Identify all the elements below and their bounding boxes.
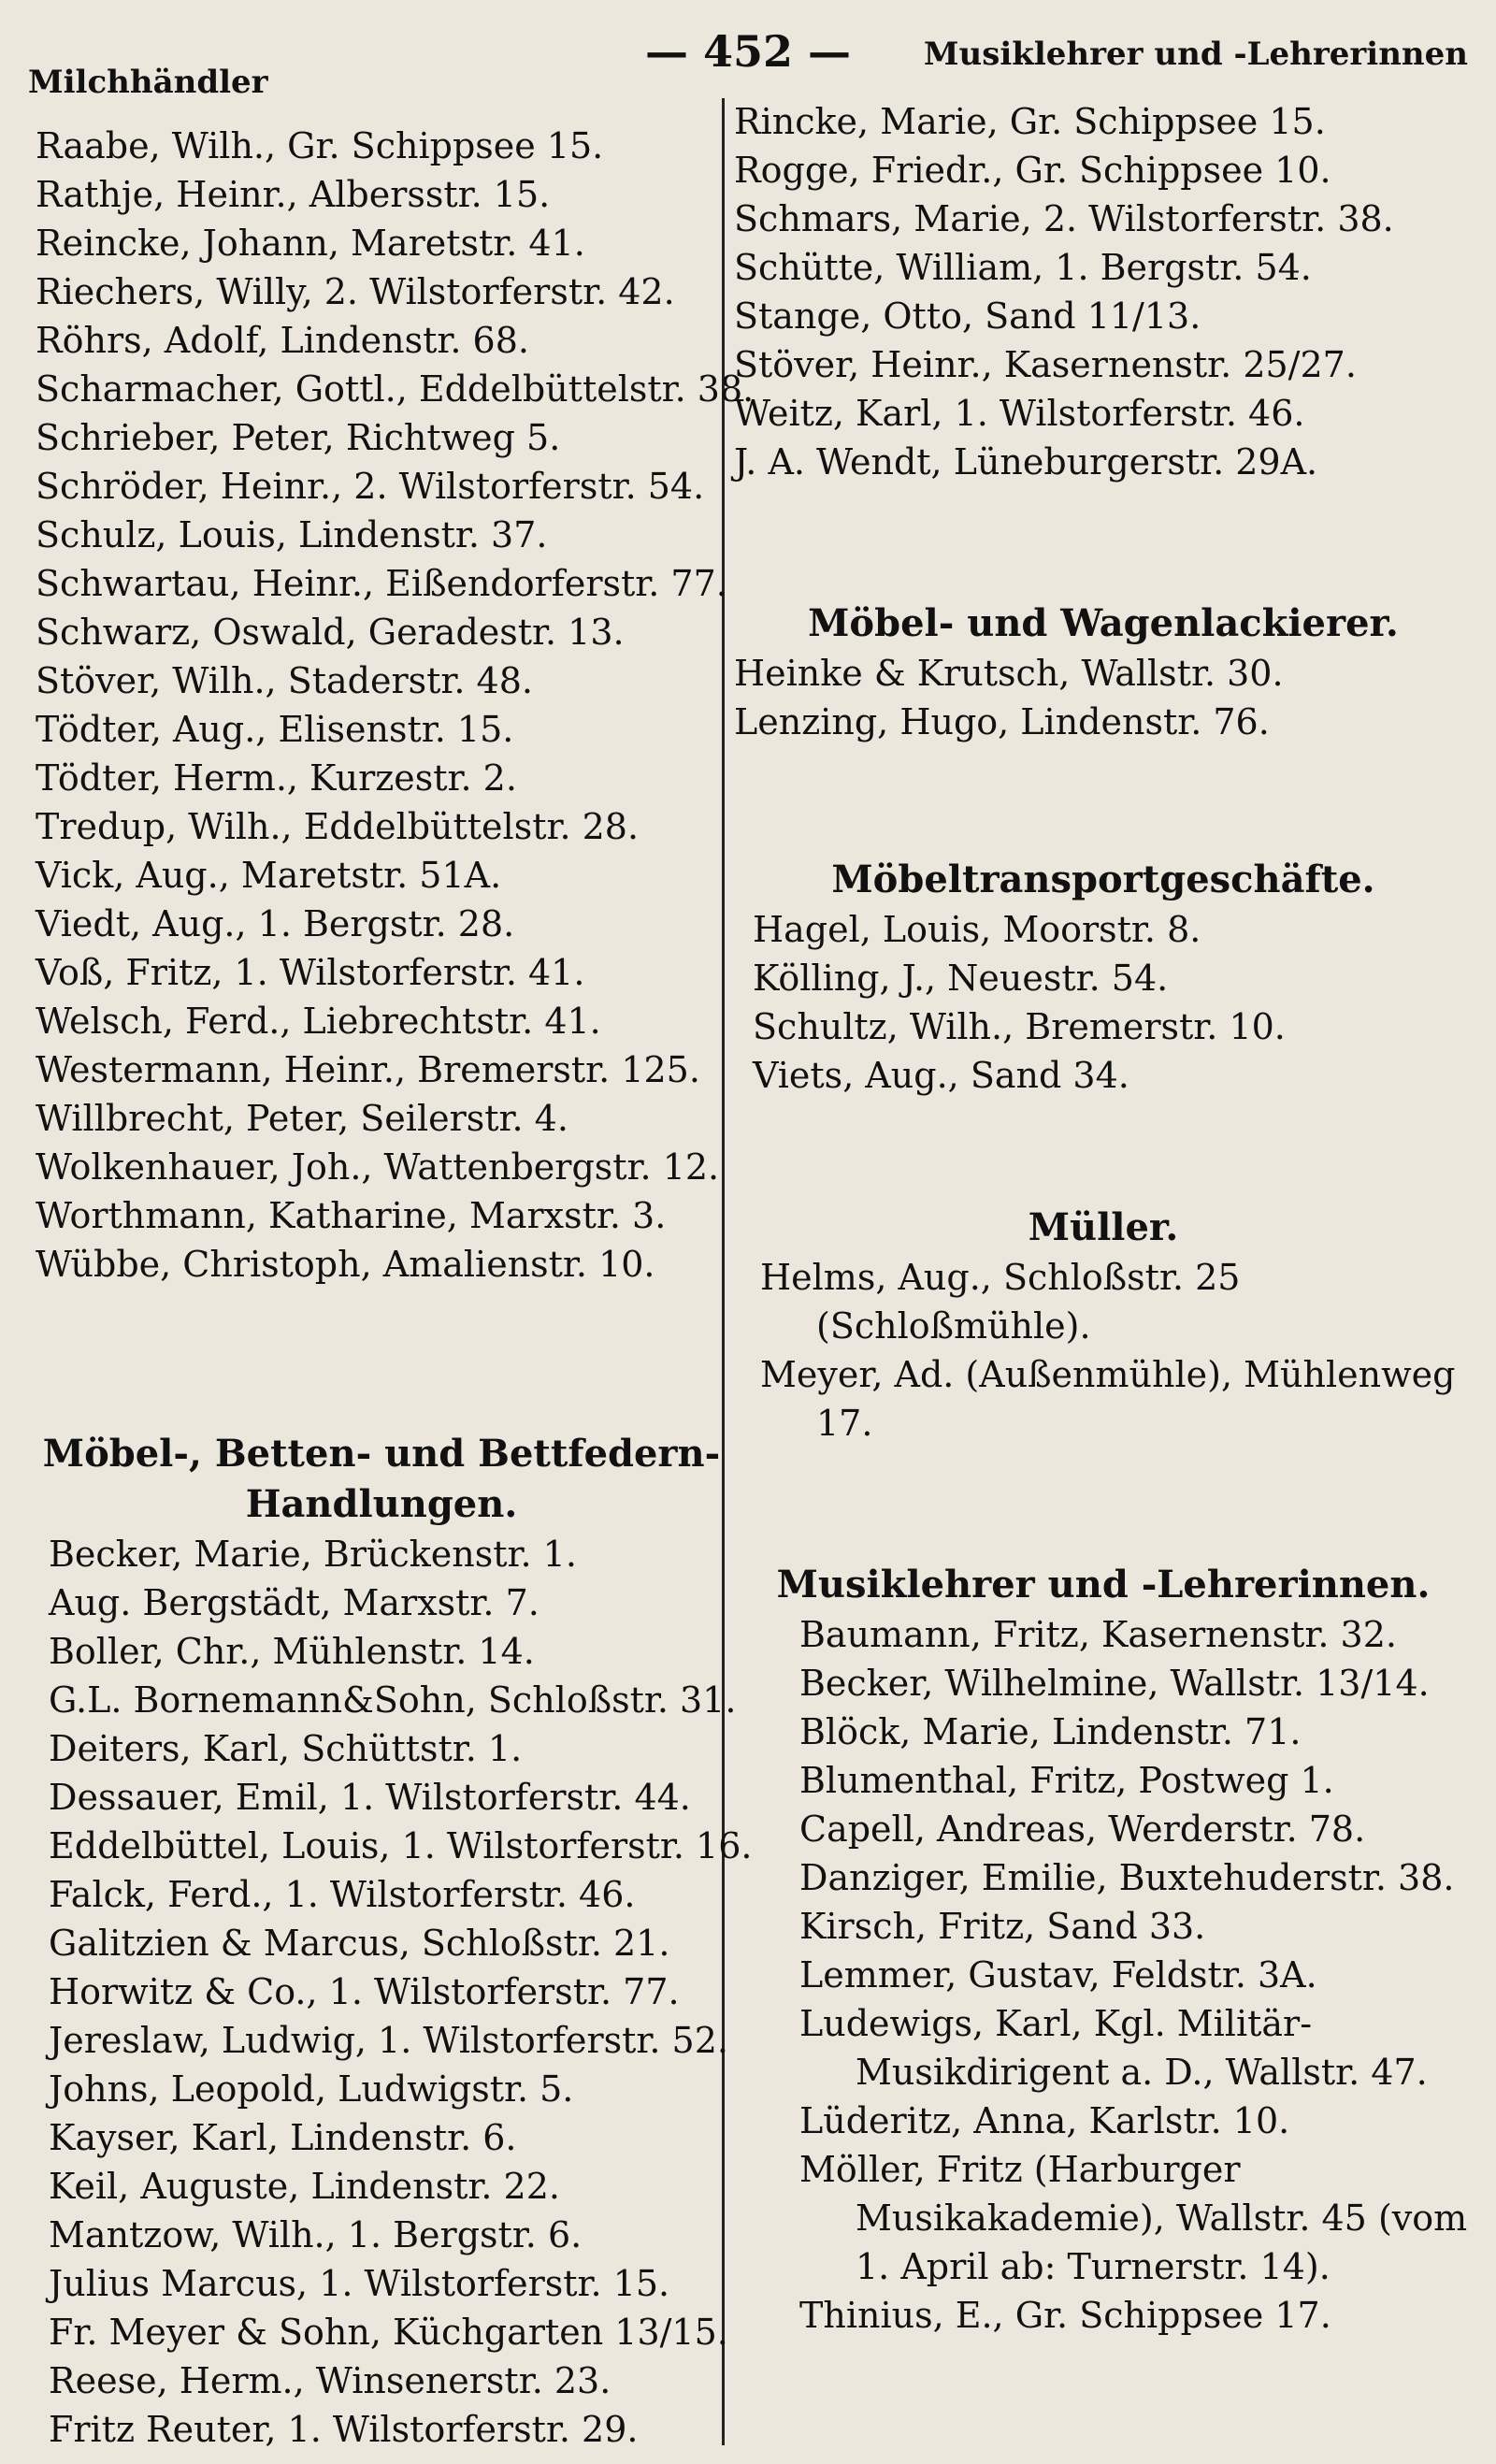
section-heading-transport: Möbeltransportgeschäfte. xyxy=(831,857,1375,901)
list-item: Kölling, J., Neuestr. 54. xyxy=(753,958,1169,999)
list-item: Galitzien & Marcus, Schloßstr. 21. xyxy=(49,1923,670,1964)
mueller-list xyxy=(734,1253,1473,1448)
list-item: Lenzing, Hugo, Lindenstr. 76. xyxy=(734,701,1270,742)
list-item: Tödter, Herm., Kurzestr. 2. xyxy=(36,757,517,799)
list-item: Schröder, Heinr., 2. Wilstorferstr. 54. xyxy=(36,466,705,507)
list-item: Viedt, Aug., 1. Bergstr. 28. xyxy=(36,903,515,944)
list-item: Ludewigs, Karl, Kgl. Militär-Musikdirigent a. D., Wallstr. 47. xyxy=(799,2003,1428,2093)
list-item: Kayser, Karl, Lindenstr. 6. xyxy=(49,2117,517,2158)
list-item: Viets, Aug., Sand 34. xyxy=(753,1055,1129,1096)
list-item: Willbrecht, Peter, Seilerstr. 4. xyxy=(36,1098,568,1139)
list-item: Hagel, Louis, Moorstr. 8. xyxy=(753,909,1201,950)
list-item: Horwitz & Co., 1. Wilstorferstr. 77. xyxy=(49,1971,680,2012)
list-item: G.L. Bornemann&Sohn, Schloßstr. 31. xyxy=(49,1679,737,1721)
list-item: Kirsch, Fritz, Sand 33. xyxy=(799,1906,1206,1947)
spacer xyxy=(734,486,1473,598)
list-item: Deiters, Karl, Schüttstr. 1. xyxy=(49,1728,523,1769)
milchhaendler-list xyxy=(36,122,755,1289)
section-heading-moebel: Möbel-, Betten- und Bettfedern- xyxy=(42,1432,721,1476)
left-column xyxy=(36,122,755,2454)
list-item: Wübbe, Christoph, Amalienstr. 10. xyxy=(36,1244,655,1285)
list-item: Vick, Aug., Maretstr. 51A. xyxy=(36,855,502,896)
list-item: Danziger, Emilie, Buxtehuderstr. 38. xyxy=(799,1857,1455,1898)
list-item: Becker, Marie, Brückenstr. 1. xyxy=(49,1534,577,1575)
list-item: Westermann, Heinr., Bremerstr. 125. xyxy=(36,1049,700,1090)
list-item: Julius Marcus, 1. Wilstorferstr. 15. xyxy=(49,2263,670,2304)
page-header xyxy=(28,26,1468,101)
list-item: Wolkenhauer, Joh., Wattenbergstr. 12. xyxy=(36,1146,720,1188)
list-item: Voß, Fritz, 1. Wilstorferstr. 41. xyxy=(36,952,585,993)
list-item: Worthmann, Katharine, Marxstr. 3. xyxy=(36,1195,667,1236)
list-item: Falck, Ferd., 1. Wilstorferstr. 46. xyxy=(49,1874,636,1915)
page-number: — 452 — xyxy=(644,26,852,77)
spacer xyxy=(36,1289,727,1429)
list-item: Blumenthal, Fritz, Postweg 1. xyxy=(799,1760,1334,1801)
milchhaendler-continued-list xyxy=(734,97,1473,486)
list-item: Welsch, Ferd., Liebrechtstr. 41. xyxy=(36,1001,601,1042)
list-item: J. A. Wendt, Lüneburgerstr. 29A. xyxy=(734,441,1318,483)
spacer xyxy=(734,746,1473,855)
list-item: Röhrs, Adolf, Lindenstr. 68. xyxy=(36,320,529,361)
list-item: Stöver, Wilh., Staderstr. 48. xyxy=(36,660,533,701)
list-item: Meyer, Ad. (Außenmühle), Mühlenweg 17. xyxy=(760,1354,1456,1444)
section-heading-lackierer: Möbel- und Wagenlackierer. xyxy=(808,601,1399,645)
list-item: Möller, Fritz (Harburger Musikakademie), Wallstr. 45 (vom 1. April ab: Turnerstr. 14). xyxy=(799,2149,1468,2287)
list-item: Raabe, Wilh., Gr. Schippsee 15. xyxy=(36,125,604,166)
list-item: Schütte, William, 1. Bergstr. 54. xyxy=(734,247,1312,288)
list-item: Riechers, Willy, 2. Wilstorferstr. 42. xyxy=(36,271,675,312)
list-item: Rogge, Friedr., Gr. Schippsee 10. xyxy=(734,150,1331,191)
right-column xyxy=(734,97,1473,2340)
section-heading-musiklehrer: Musiklehrer und -Lehrerinnen. xyxy=(776,1563,1431,1607)
lackierer-list xyxy=(734,649,1473,746)
list-item: Rathje, Heinr., Albersstr. 15. xyxy=(36,174,551,215)
list-item: Boller, Chr., Mühlenstr. 14. xyxy=(49,1631,535,1672)
list-item: Fritz Reuter, 1. Wilstorferstr. 29. xyxy=(49,2409,639,2450)
list-item: Tredup, Wilh., Eddelbüttelstr. 28. xyxy=(36,806,640,847)
spacer xyxy=(734,1100,1473,1203)
list-item: Stange, Otto, Sand 11/13. xyxy=(734,295,1201,337)
list-item: Scharmacher, Gottl., Eddelbüttelstr. 38. xyxy=(36,368,755,410)
list-item: Johns, Leopold, Ludwigstr. 5. xyxy=(49,2068,574,2110)
list-item: Capell, Andreas, Werderstr. 78. xyxy=(799,1808,1366,1850)
section-heading-mueller: Müller. xyxy=(1028,1205,1179,1249)
list-item: Lemmer, Gustav, Feldstr. 3A. xyxy=(799,1954,1317,1996)
list-item: Baumann, Fritz, Kasernenstr. 32. xyxy=(799,1614,1397,1655)
musiklehrer-list xyxy=(734,1610,1473,2340)
list-item: Stöver, Heinr., Kasernenstr. 25/27. xyxy=(734,344,1357,385)
list-item: Thinius, E., Gr. Schippsee 17. xyxy=(799,2295,1331,2336)
list-item: Aug. Bergstädt, Marxstr. 7. xyxy=(49,1582,539,1623)
list-item: Weitz, Karl, 1. Wilstorferstr. 46. xyxy=(734,393,1305,434)
moebel-list xyxy=(36,1530,753,2454)
list-item: Schultz, Wilh., Bremerstr. 10. xyxy=(753,1006,1286,1047)
list-item: Rincke, Marie, Gr. Schippsee 15. xyxy=(734,101,1326,142)
header-category-left: Milchhändler xyxy=(28,64,268,101)
spacer xyxy=(734,1448,1473,1560)
list-item: Schulz, Louis, Lindenstr. 37. xyxy=(36,514,548,555)
list-item: Fr. Meyer & Sohn, Küchgarten 13/15. xyxy=(49,2312,728,2353)
list-item: Blöck, Marie, Lindenstr. 71. xyxy=(799,1711,1302,1752)
list-item: Dessauer, Emil, 1. Wilstorferstr. 44. xyxy=(49,1777,691,1818)
list-item: Reese, Herm., Winsenerstr. 23. xyxy=(49,2360,611,2401)
list-item: Helms, Aug., Schloßstr. 25 (Schloßmühle). xyxy=(760,1257,1241,1347)
list-item: Heinke & Krutsch, Wallstr. 30. xyxy=(734,653,1284,694)
list-item: Schrieber, Peter, Richtweg 5. xyxy=(36,417,561,458)
list-item: Reincke, Johann, Maretstr. 41. xyxy=(36,223,585,264)
list-item: Schwarz, Oswald, Geradestr. 13. xyxy=(36,612,625,653)
list-item: Becker, Wilhelmine, Wallstr. 13/14. xyxy=(799,1663,1430,1704)
list-item: Schmars, Marie, 2. Wilstorferstr. 38. xyxy=(734,198,1394,239)
list-item: Mantzow, Wilh., 1. Bergstr. 6. xyxy=(49,2214,583,2255)
list-item: Tödter, Aug., Elisenstr. 15. xyxy=(36,709,514,750)
list-item: Jereslaw, Ludwig, 1. Wilstorferstr. 52. xyxy=(49,2020,728,2061)
header-category-right: Musiklehrer und -Lehrerinnen xyxy=(923,36,1468,73)
section-heading-moebel-cont: Handlungen. xyxy=(245,1482,518,1526)
list-item: Schwartau, Heinr., Eißendorferstr. 77. xyxy=(36,563,727,604)
list-item: Eddelbüttel, Louis, 1. Wilstorferstr. 16. xyxy=(49,1825,753,1866)
transport-list xyxy=(734,905,1473,1100)
list-item: Lüderitz, Anna, Karlstr. 10. xyxy=(799,2100,1290,2141)
list-item: Keil, Auguste, Lindenstr. 22. xyxy=(49,2166,560,2207)
